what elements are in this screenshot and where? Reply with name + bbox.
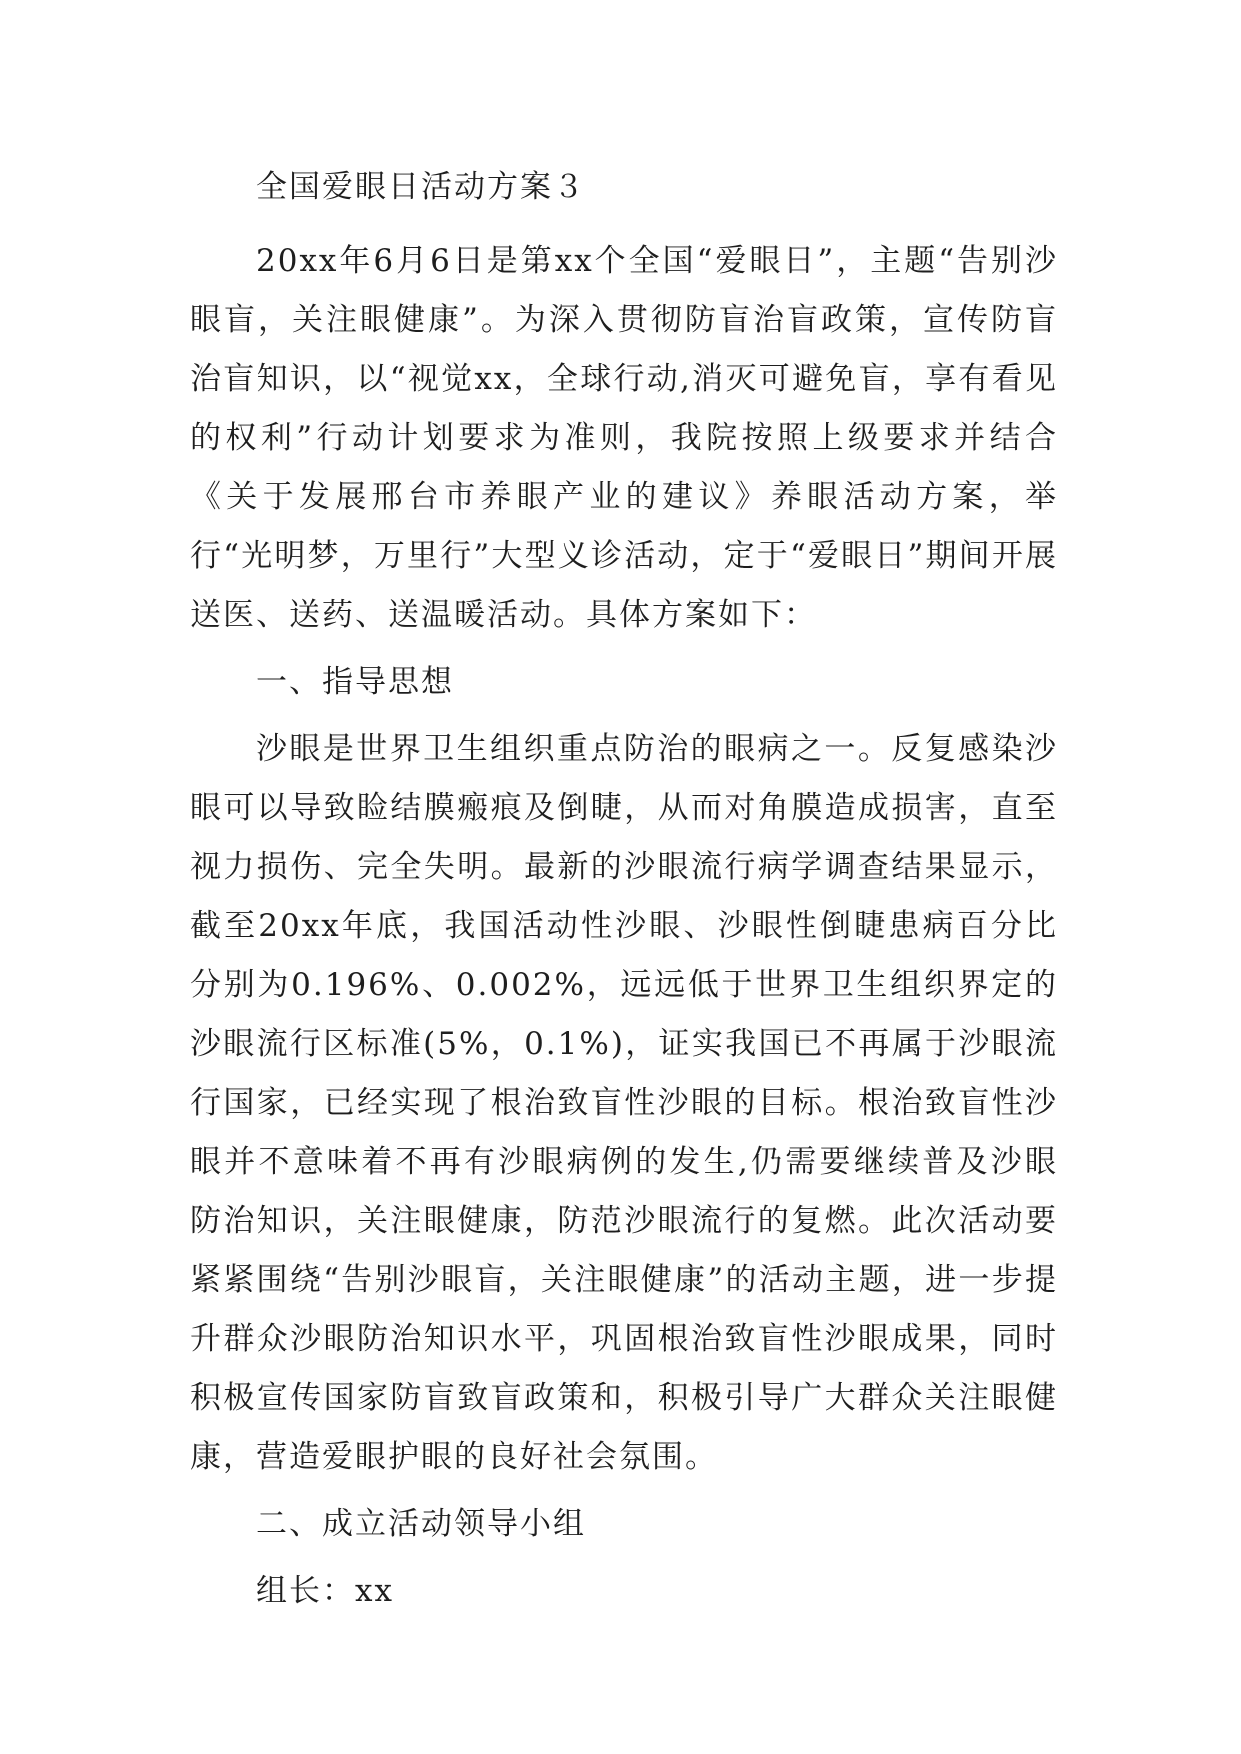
document-title: 全国爱眼日活动方案３ — [256, 169, 586, 205]
document-body — [190, 158, 1058, 1621]
guiding-thought-paragraph: 沙眼是世界卫生组织重点防治的眼病之一。反复感染沙眼可以导致睑结膜瘢痕及倒睫，从而对角膜造成损害，直至视力损伤、完全失明。最新的沙眼流行病学调查结果显示，截至20xx年底，我国活动性沙眼、沙眼性倒睫患病百分比分别为0.196%、0.002%，远远低于世界卫生组织界定的沙眼流行区标准(5%，0.1%)，证实我国已不再属于沙眼流行国家，已经实现了根治致盲性沙眼的目标。根治致盲性沙眼并不意味着不再有沙眼病例的发生,仍需要继续普及沙眼防治知识，关注眼健康，防范沙眼流行的复燃。此次活动要紧紧围绕“告别沙眼盲，关注眼健康”的活动主题，进一步提升群众沙眼防治知识水平，巩固根治致盲性沙眼成果，同时积极宣传国家防盲致盲政策和，积极引导广大群众关注眼健康，营造爱眼护眼的良好社会氛围。 — [190, 731, 1058, 1475]
group-leader-line: 组长：xx — [256, 1573, 394, 1609]
section-heading-guiding-thought: 一、指导思想 — [256, 664, 454, 700]
intro-paragraph: 20xx年6月6日是第xx个全国“爱眼日”，主题“告别沙眼盲，关注眼健康”。为深入贯彻防盲治盲政策，宣传防盲治盲知识，以“视觉xx，全球行动,消灭可避免盲，享有看见的权利”行动计划要求为准则，我院按照上级要求并结合《关于发展邢台市养眼产业的建议》养眼活动方案，举行“光明梦，万里行”大型义诊活动，定于“爱眼日”期间开展送医、送药、送温暖活动。具体方案如下： — [190, 243, 1058, 633]
section-heading-leading-group: 二、成立活动领导小组 — [256, 1506, 586, 1542]
